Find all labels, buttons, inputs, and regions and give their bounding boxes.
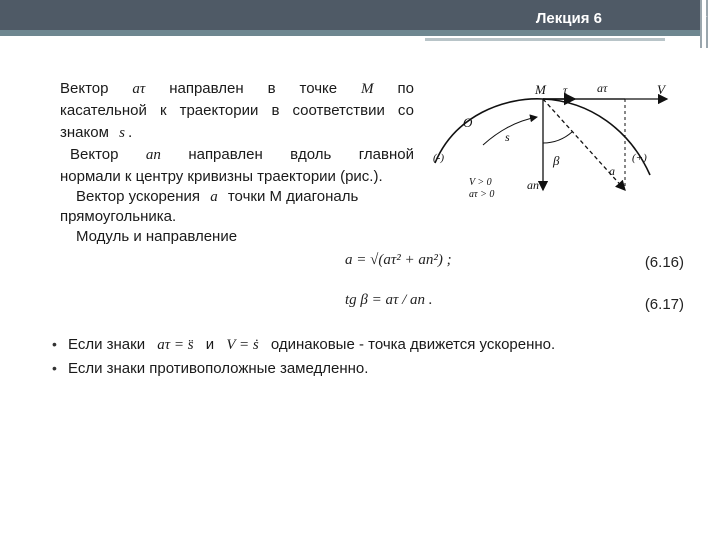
- trajectory-diagram: [425, 75, 695, 205]
- label-a: a: [609, 164, 615, 178]
- header-underline: [425, 38, 665, 41]
- bullet-item-1: • Если знаки aτ = s̈ и V = ṡ одинаковые - точка движется ускоренно.: [52, 333, 555, 357]
- paragraph1-line1: Вектор aτ направлен в точке M по: [60, 78, 414, 100]
- bullet-list: [52, 333, 555, 380]
- label-beta: β: [553, 153, 560, 168]
- page-number: 12: [702, 6, 714, 20]
- label-tau: τ: [563, 83, 568, 97]
- paragraph3-line2: прямоугольника.: [60, 208, 177, 225]
- paragraph3-line1: Вектор ускорения a точки M диагональ: [76, 188, 359, 205]
- s-arc-arrow: [483, 117, 537, 145]
- label-a-n: an: [527, 178, 539, 192]
- bullet-item-2: • Если знаки противоположные замедленно.: [52, 357, 555, 380]
- label-s: s: [505, 130, 510, 144]
- formula-6-16-number: (6.16): [644, 254, 684, 271]
- symbol-a-tau: aτ: [132, 81, 146, 97]
- paragraph1-line3: знаком s .: [60, 124, 133, 141]
- label-O: O: [463, 115, 473, 130]
- header-accent-line: [0, 30, 700, 36]
- paragraph4-line1: Модуль и направление: [76, 228, 238, 245]
- beta-arc: [543, 132, 572, 143]
- label-M: M: [535, 82, 546, 97]
- formula-6-17-number: (6.17): [644, 296, 684, 313]
- paragraph2-line1: Вектор an направлен вдоль главной: [70, 144, 414, 166]
- symbol-a-n: an: [145, 147, 161, 163]
- label-V: V: [657, 82, 665, 97]
- condition-a-tau: aτ > 0: [469, 189, 495, 200]
- slide-title: Лекция 6: [535, 10, 602, 27]
- label-a-tau: aτ: [597, 81, 608, 95]
- formula-6-17: tg β = aτ / an .: [345, 292, 433, 308]
- symbol-a: a: [210, 189, 218, 205]
- condition-V: V > 0: [469, 177, 492, 188]
- label-plus: (+): [632, 152, 647, 164]
- label-minus: (-): [433, 152, 444, 164]
- paragraph1-line2: касательной к траектории в соответствии со: [60, 102, 414, 119]
- paragraph2-line2: нормали к центру кривизны траектории (рис.).: [60, 168, 383, 185]
- page-margin-strip: [700, 0, 720, 540]
- formula-6-16: a = √(aτ² + an²) ;: [345, 252, 452, 268]
